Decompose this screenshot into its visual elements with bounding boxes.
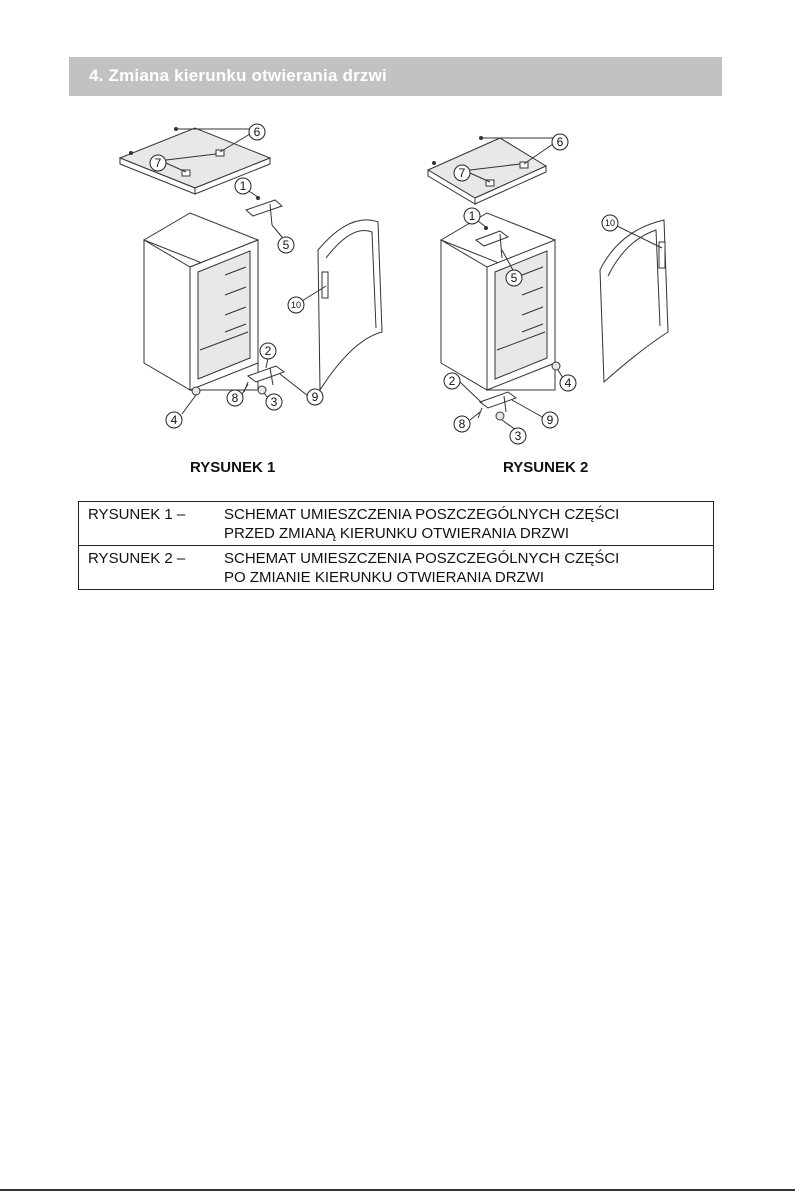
svg-text:10: 10 xyxy=(290,300,302,310)
fig1-upper-hinge xyxy=(246,196,282,225)
section-title: 4. Zmiana kierunku otwierania drzwi xyxy=(89,66,387,85)
svg-text:6: 6 xyxy=(556,135,564,149)
svg-text:4: 4 xyxy=(564,376,572,390)
svg-text:8: 8 xyxy=(231,391,239,405)
assembly-diagrams xyxy=(0,100,795,450)
fig2-callout-8 xyxy=(454,416,470,432)
svg-text:1: 1 xyxy=(239,179,247,193)
fig1-callout-3 xyxy=(266,394,282,410)
figure-2-label: RYSUNEK 2 xyxy=(503,459,589,476)
fig2-callout-2 xyxy=(444,373,460,389)
svg-text:10: 10 xyxy=(604,218,616,228)
legend-row xyxy=(79,545,713,589)
svg-text:2: 2 xyxy=(264,344,272,358)
svg-text:8: 8 xyxy=(458,417,466,431)
fig2-door xyxy=(600,220,668,382)
svg-text:2: 2 xyxy=(448,374,456,388)
fig2-callout-7 xyxy=(454,165,470,181)
fig2-callout-1 xyxy=(464,208,480,224)
fig2-callout-5 xyxy=(506,270,522,286)
fig2-lower-hinge xyxy=(478,392,516,420)
fig1-callout-5 xyxy=(278,237,294,253)
svg-text:7: 7 xyxy=(154,156,162,170)
fig2-callout-6 xyxy=(552,134,568,150)
legend-line: SCHEMAT UMIESZCZENIA POSZCZEGÓLNYCH CZĘŚCI xyxy=(224,506,620,523)
svg-text:9: 9 xyxy=(546,413,554,427)
svg-text:5: 5 xyxy=(282,238,290,252)
svg-text:9: 9 xyxy=(311,390,319,404)
fig1-callout-9 xyxy=(307,389,323,405)
fig1-callout-2 xyxy=(260,343,276,359)
fig1-callout-10 xyxy=(288,297,304,313)
legend-line: SCHEMAT UMIESZCZENIA POSZCZEGÓLNYCH CZĘŚCI xyxy=(224,550,620,567)
section-header xyxy=(69,57,722,96)
svg-text:6: 6 xyxy=(253,125,261,139)
legend-description xyxy=(224,549,713,587)
figure-legend-table xyxy=(78,501,714,590)
fig1-callout-1 xyxy=(235,178,251,194)
svg-text:5: 5 xyxy=(510,271,518,285)
fig2-callout-9 xyxy=(542,412,558,428)
fig1-callout-4 xyxy=(166,412,182,428)
svg-text:7: 7 xyxy=(458,166,466,180)
fig2-callout-3 xyxy=(510,428,526,444)
svg-text:4: 4 xyxy=(170,413,178,427)
svg-text:3: 3 xyxy=(270,395,278,409)
fig1-door xyxy=(318,220,382,390)
legend-key: RYSUNEK 1 – xyxy=(88,506,186,523)
legend-line: PRZED ZMIANĄ KIERUNKU OTWIERANIA DRZWI xyxy=(224,525,570,542)
fig1-callout-6 xyxy=(249,124,265,140)
fig1-cabinet xyxy=(144,213,258,390)
fig2-top-panel xyxy=(428,136,546,204)
svg-text:3: 3 xyxy=(514,429,522,443)
fig1-callout-7 xyxy=(150,155,166,171)
legend-key: RYSUNEK 2 – xyxy=(88,550,186,567)
legend-description xyxy=(224,505,713,543)
fig1-callout-8 xyxy=(227,390,243,406)
fig2-callout-4 xyxy=(560,375,576,391)
legend-row xyxy=(79,502,713,545)
svg-text:1: 1 xyxy=(468,209,476,223)
figure-1-label: RYSUNEK 1 xyxy=(190,459,276,476)
fig2-callout-10 xyxy=(602,215,618,231)
legend-line: PO ZMIANIE KIERUNKU OTWIERANIA DRZWI xyxy=(224,569,545,586)
